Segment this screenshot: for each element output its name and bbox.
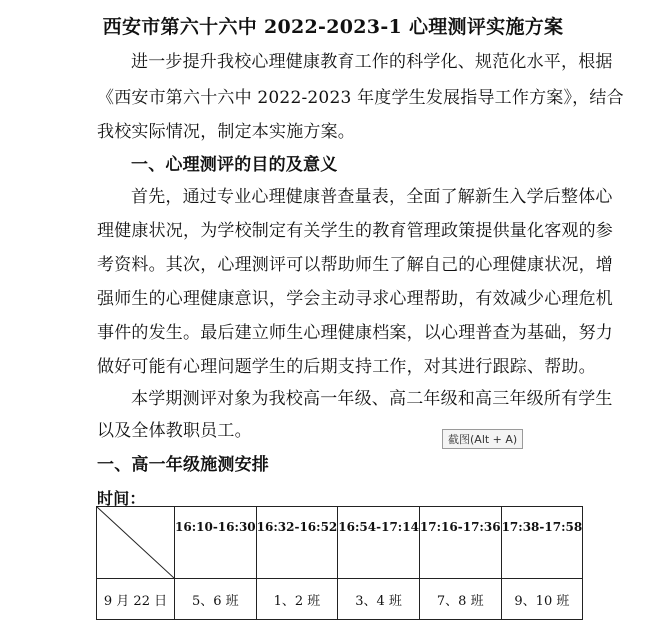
intro-line-2: 《西安市第六十六中 2022-2023 年度学生发展指导工作方案》，结合 [97, 88, 624, 108]
table-header-row [97, 507, 583, 579]
section2-heading: 一、高一年级施测安排 [97, 455, 269, 475]
section1-line-6: 做好可能有心理问题学生的后期支持工作，对其进行跟踪、帮助。 [97, 357, 596, 377]
time-slot-header: 17:38-17:58 [501, 507, 583, 579]
section1-line-3: 考资料。其次，心理测评可以帮助师生了解自己的心理健康状况，增 [97, 255, 613, 275]
class-cell: 1、2 班 [256, 579, 338, 620]
table-row [97, 579, 583, 620]
schedule-table [96, 506, 583, 620]
scope-line-1: 本学期测评对象为我校高一年级、高二年级和高三年级所有学生 [131, 389, 613, 409]
section1-heading: 一、心理测评的目的及意义 [131, 155, 338, 175]
corner-cell [97, 507, 175, 579]
section1-line-2: 理健康状况，为学校制定有关学生的教育管理政策提供量化客观的参 [97, 221, 613, 241]
class-cell: 7、8 班 [419, 579, 501, 620]
time-label: 时间： [97, 489, 146, 508]
time-slot-header: 16:32-16:52 [256, 507, 338, 579]
diagonal-line [97, 507, 174, 578]
class-cell: 9、10 班 [501, 579, 583, 620]
intro-line-3: 我校实际情况，制定本实施方案。 [97, 122, 355, 142]
time-slot-header: 17:16-17:36 [419, 507, 501, 579]
section1-line-4: 强师生的心理健康意识，学会主动寻求心理帮助，有效减少心理危机 [97, 289, 613, 309]
scope-line-2: 以及全体教职员工。 [97, 421, 252, 441]
class-cell: 3、4 班 [338, 579, 420, 620]
date-cell: 9 月 22 日 [97, 579, 175, 620]
time-slot-header: 16:54-17:14 [338, 507, 420, 579]
section1-line-1: 首先，通过专业心理健康普查量表，全面了解新生入学后整体心 [131, 187, 613, 207]
screenshot-tooltip: 截图(Alt + A) [442, 429, 523, 449]
document-title: 西安市第六十六中 2022-2023-1 心理测评实施方案 [102, 16, 564, 38]
intro-line-1: 进一步提升我校心理健康教育工作的科学化、规范化水平，根据 [131, 52, 613, 72]
class-cell: 5、6 班 [175, 579, 257, 620]
section1-line-5: 事件的发生。最后建立师生心理健康档案，以心理普查为基础，努力 [97, 323, 613, 343]
time-slot-header: 16:10-16:30 [175, 507, 257, 579]
